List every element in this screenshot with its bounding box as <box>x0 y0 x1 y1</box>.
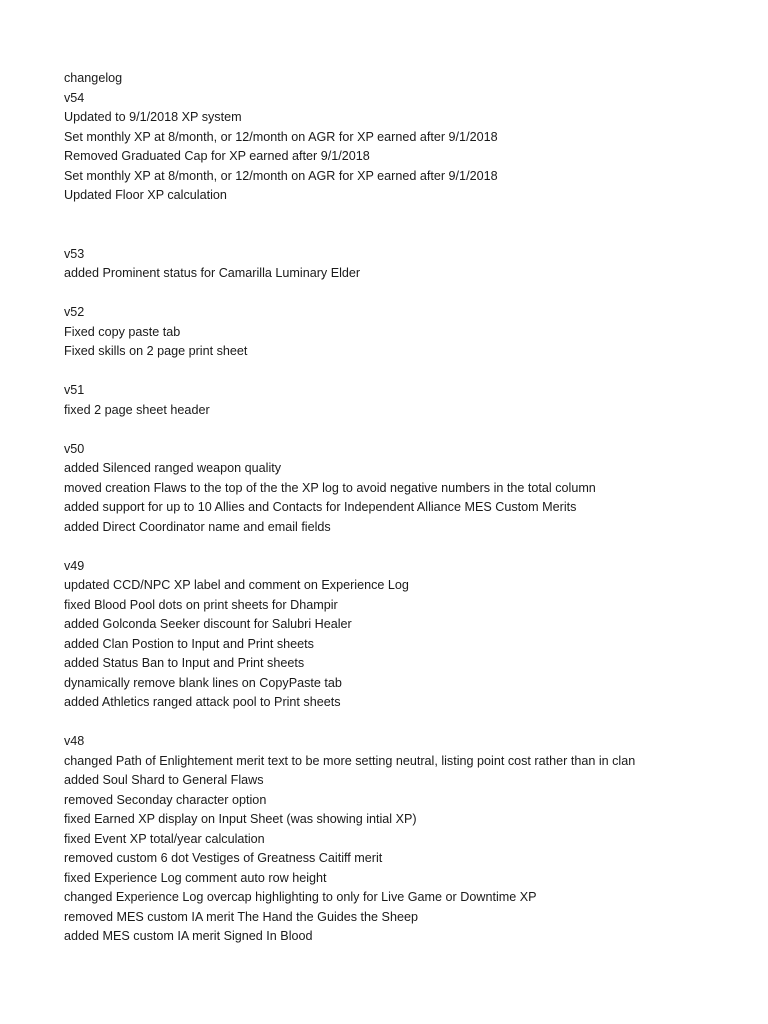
changelog-entry: updated CCD/NPC XP label and comment on Experience Log <box>64 578 409 592</box>
changelog-entry: Fixed copy paste tab <box>64 324 181 339</box>
changelog-entry: added Prominent status for Camarilla Luminary Elder <box>64 266 361 280</box>
version-heading: v53 <box>64 246 85 261</box>
changelog-entry: added Athletics ranged attack pool to Print sheets <box>64 695 341 709</box>
changelog-entry: fixed Experience Log comment auto row height <box>64 870 327 885</box>
changelog-entry: fixed 2 page sheet header <box>64 402 210 417</box>
changelog-entry: added Direct Coordinator name and email fields <box>64 519 331 534</box>
version-heading: v54 <box>64 90 85 105</box>
changelog-entry: added Soul Shard to General Flaws <box>64 773 264 787</box>
changelog-entry: fixed Earned XP display on Input Sheet (was showing intial XP) <box>64 812 417 826</box>
changelog-entry: added MES custom IA merit Signed In Blood <box>64 929 313 943</box>
changelog-entry: added Status Ban to Input and Print sheets <box>64 656 305 670</box>
blank-line <box>64 284 644 304</box>
version-heading: v48 <box>64 734 85 748</box>
changelog-entry: Updated to 9/1/2018 XP system <box>64 110 242 124</box>
blank-line <box>64 362 644 382</box>
changelog-entry: dynamically remove blank lines on CopyPaste tab <box>64 675 342 690</box>
changelog-entry: moved creation Flaws to the top of the the XP log to avoid negative numbers in the total column <box>64 480 596 495</box>
changelog-entry: removed Seconday character option <box>64 792 267 807</box>
blank-line <box>64 420 644 440</box>
changelog-entry: Fixed skills on 2 page print sheet <box>64 344 248 358</box>
blank-line <box>64 206 644 226</box>
changelog-entry: changed Experience Log overcap highlighting to only for Live Game or Downtime XP <box>64 890 537 904</box>
version-heading: v49 <box>64 558 85 573</box>
document-title: changelog <box>64 71 123 85</box>
changelog-entry: Set monthly XP at 8/month, or 12/month on AGR for XP earned after 9/1/2018 <box>64 129 498 144</box>
changelog-entry: Set monthly XP at 8/month, or 12/month on AGR for XP earned after 9/1/2018 <box>64 168 498 183</box>
changelog-entry: removed MES custom IA merit The Hand the Guides the Sheep <box>64 909 418 924</box>
changelog-entry: added Clan Postion to Input and Print sheets <box>64 636 314 651</box>
version-heading: v52 <box>64 305 85 319</box>
changelog-entry: added support for up to 10 Allies and Contacts for Independent Alliance MES Custom Merits <box>64 500 577 514</box>
changelog-document <box>64 69 644 947</box>
blank-line <box>64 225 644 245</box>
changelog-entry: fixed Blood Pool dots on print sheets for Dhampir <box>64 597 338 612</box>
changelog-entry: added Silenced ranged weapon quality <box>64 461 282 475</box>
version-heading: v50 <box>64 441 85 456</box>
blank-line <box>64 713 644 733</box>
version-heading: v51 <box>64 383 85 397</box>
blank-line <box>64 537 644 557</box>
changelog-entry: fixed Event XP total/year calculation <box>64 831 265 846</box>
changelog-entry: Removed Graduated Cap for XP earned after 9/1/2018 <box>64 149 370 163</box>
changelog-entry: removed custom 6 dot Vestiges of Greatness Caitiff merit <box>64 851 383 865</box>
changelog-entry: Updated Floor XP calculation <box>64 188 227 202</box>
changelog-entry: added Golconda Seeker discount for Salubri Healer <box>64 617 352 631</box>
changelog-entry: changed Path of Enlightement merit text to be more setting neutral, listing point cost rather than in clan <box>64 753 636 768</box>
